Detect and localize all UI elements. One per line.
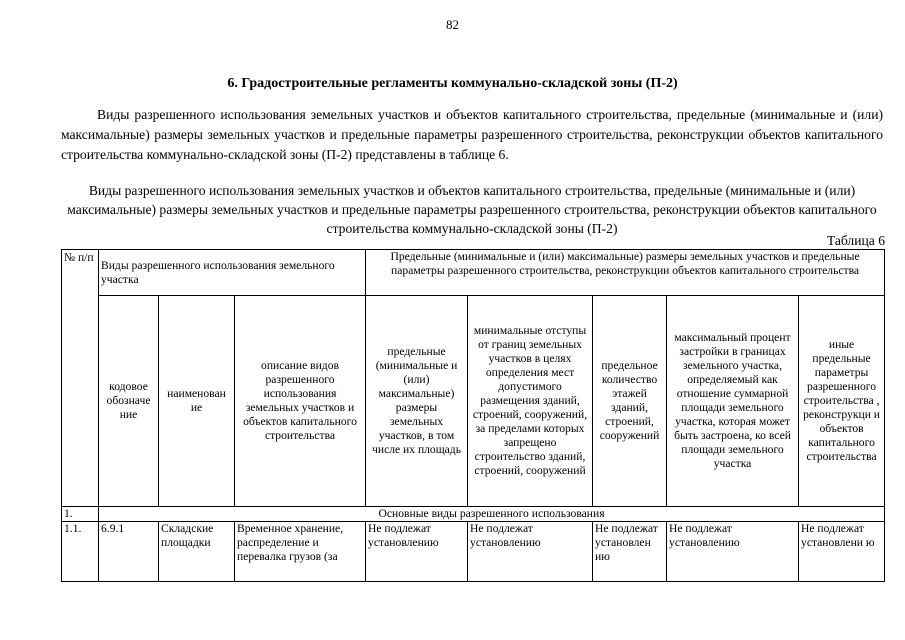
header-row-2 — [62, 296, 885, 507]
table-caption: Виды разрешенного использования земельных участков и объектов капитального строительства, предельные (минимальные и (или) максимальные) размеры земельных участков и предельные параметры разрешенного строительства, реконструкции объектов капитального строительства коммунально-складской зоны (П-2) — [67, 183, 877, 236]
header-floors: предельное количество этажей зданий, строений, сооружений — [593, 296, 667, 507]
row-coverage: Не подлежат установлению — [667, 522, 799, 582]
row-num: 1.1. — [62, 522, 99, 582]
page-number: 82 — [446, 17, 459, 32]
row-description: Временное хранение, распределение и перевалка грузов (за — [235, 522, 366, 582]
header-setbacks: минимальные отступы от границ земельных участков в целях определения мест допустимого размещения зданий, строений, сооружений, за пределами которых запрещено строительство зданий, строений, сооружений — [468, 296, 593, 507]
header-row-1 — [62, 250, 885, 296]
table-row — [62, 522, 885, 582]
header-params-group: Предельные (минимальные и (или) максимальные) размеры земельных участков и предельные параметры разрешенного строительства, реконструкции объектов капитального строительства — [366, 250, 885, 296]
header-num: № п/п — [62, 250, 99, 507]
intro-paragraph: Виды разрешенного использования земельных участков и объектов капитального строительства, предельные (минимальные и (или) максимальные) размеры земельных участков и предельные параметры разрешенного строительства, реконструкции объектов капитального строительства коммунально-складской зоны (П-2) представлены в таблице 6. — [61, 107, 883, 162]
header-sizes: предельные (минимальные и (или) максимальные) размеры земельных участков, в том числе их площадь — [366, 296, 468, 507]
row-code: 6.9.1 — [99, 522, 159, 582]
row-setbacks: Не подлежат установлению — [468, 522, 593, 582]
row-floors: Не подлежат установлен ию — [593, 522, 667, 582]
header-coverage: максимальный процент застройки в границах земельного участка, определяемый как отношение суммарной площади земельного участка, которая может быть застроена, ко всей площади земельного участка — [667, 296, 799, 507]
table-label: Таблица 6 — [826, 233, 885, 248]
row-sizes: Не подлежат установлению — [366, 522, 468, 582]
header-vri-group: Виды разрешенного использования земельного участка — [99, 250, 366, 296]
header-other: иные предельные параметры разрешенного строительства , реконструкци и объектов капитального строительства — [799, 296, 885, 507]
regulations-table — [61, 249, 885, 582]
section-title-cell: Основные виды разрешенного использования — [99, 507, 885, 522]
section-row — [62, 507, 885, 522]
section-num: 1. — [62, 507, 99, 522]
row-other: Не подлежат установлени ю — [799, 522, 885, 582]
row-name: Складские площадки — [159, 522, 235, 582]
section-title: 6. Градостроительные регламенты коммунально-складской зоны (П-2) — [227, 76, 678, 91]
header-code: кодовое обозначе ние — [99, 296, 159, 507]
header-description: описание видов разрешенного использования земельных участков и объектов капитального строительства — [235, 296, 366, 507]
header-name: наименован ие — [159, 296, 235, 507]
